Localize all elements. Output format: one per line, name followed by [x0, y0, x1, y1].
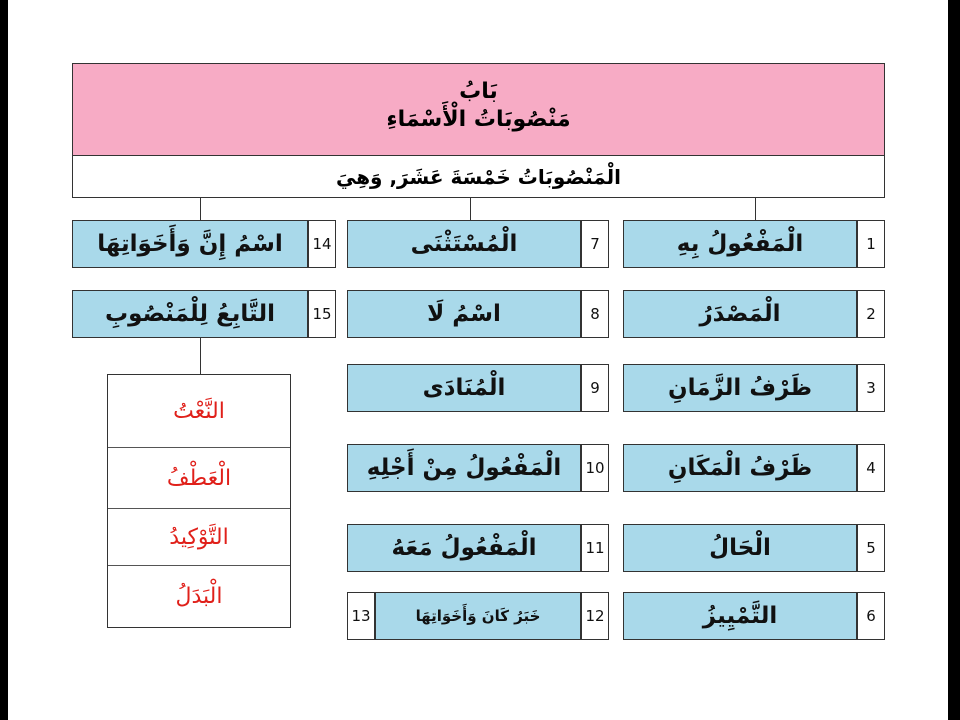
tawabi-item-atf: الْعَطْفُ	[166, 465, 232, 491]
connector-left	[200, 198, 201, 220]
item-14: اسْمُ إِنَّ وَأَخَوَاتِهَا	[72, 220, 308, 268]
connector-right	[755, 198, 756, 220]
number-12: 12	[581, 592, 609, 640]
number-8: 8	[581, 290, 609, 338]
connector-middle	[470, 198, 471, 220]
tawabi-item-tawkid: التَّوْكِيدُ	[169, 524, 229, 550]
number-14: 14	[308, 220, 336, 268]
number-6: 6	[857, 592, 885, 640]
item-3: ظَرْفُ الزَّمَانِ	[623, 364, 857, 412]
number-2: 2	[857, 290, 885, 338]
item-11: الْمَفْعُولُ مَعَهُ	[347, 524, 581, 572]
number-13: 13	[347, 592, 375, 640]
number-10: 10	[581, 444, 609, 492]
item-1: الْمَفْعُولُ بِهِ	[623, 220, 857, 268]
item-10: الْمَفْعُولُ مِنْ أَجْلِهِ	[347, 444, 581, 492]
header-title-line2: مَنْصُوبَاتُ الْأَسْمَاءِ	[386, 107, 571, 132]
item-15: التَّابِعُ لِلْمَنْصُوبِ	[72, 290, 308, 338]
item-5: الْحَالُ	[623, 524, 857, 572]
item-7: الْمُسْتَثْنَى	[347, 220, 581, 268]
tawabi-list	[107, 374, 291, 628]
number-1: 1	[857, 220, 885, 268]
connector-tawabi	[200, 338, 201, 374]
item-2: الْمَصْدَرُ	[623, 290, 857, 338]
number-7: 7	[581, 220, 609, 268]
number-5: 5	[857, 524, 885, 572]
number-15: 15	[308, 290, 336, 338]
tawabi-item-naat: النَّعْتُ	[173, 398, 225, 424]
number-4: 4	[857, 444, 885, 492]
item-4: ظَرْفُ الْمَكَانِ	[623, 444, 857, 492]
item-12: خَبَرُ كَانَ وَأَخَوَاتِهَا	[375, 592, 581, 640]
number-11: 11	[581, 524, 609, 572]
item-9: الْمُنَادَى	[347, 364, 581, 412]
number-9: 9	[581, 364, 609, 412]
diagram-header	[72, 63, 885, 156]
tawabi-item-badal: الْبَدَلُ	[175, 584, 223, 609]
number-3: 3	[857, 364, 885, 412]
item-8: اسْمُ لَا	[347, 290, 581, 338]
diagram-subtitle: الْمَنْصُوبَاتُ خَمْسَةَ عَشَرَ, وَهِيَ	[72, 156, 885, 198]
header-title-line1: بَابُ	[459, 79, 498, 104]
item-6: التَّمْيِيزُ	[623, 592, 857, 640]
